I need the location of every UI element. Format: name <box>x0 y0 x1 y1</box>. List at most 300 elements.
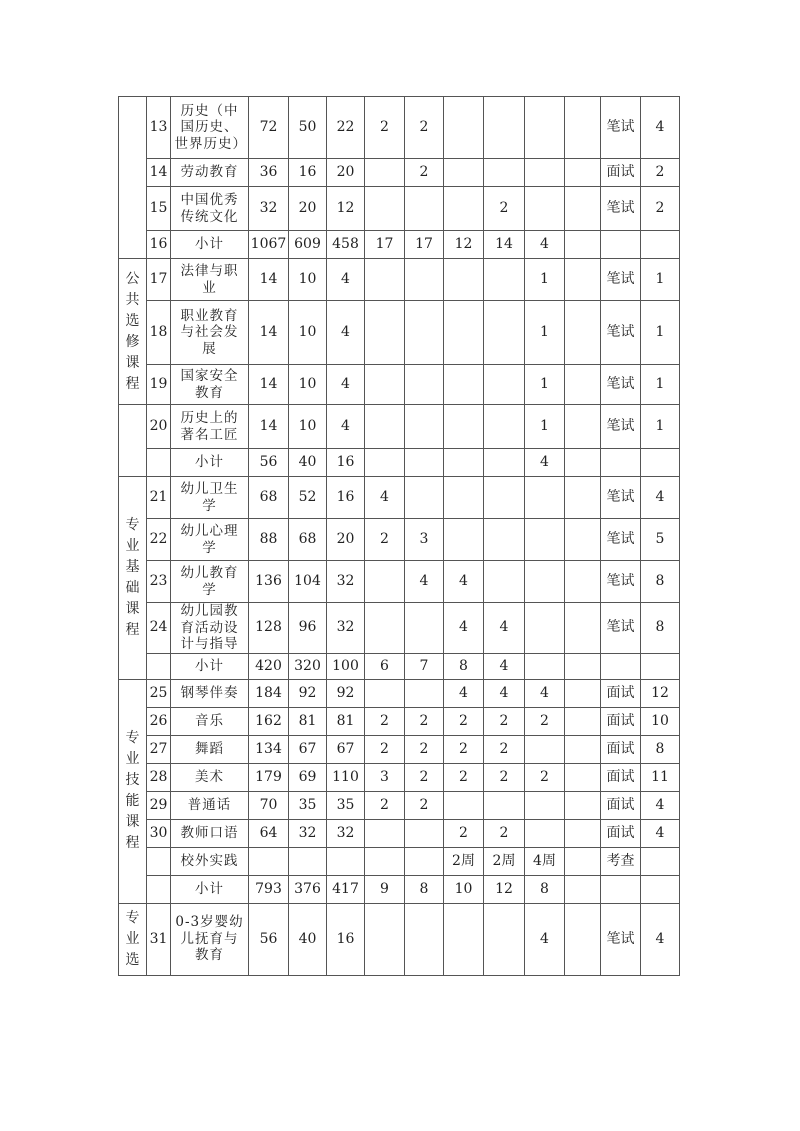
cell-total: 179 <box>249 763 289 791</box>
cell-s2: 2 <box>405 159 444 187</box>
cell-s3 <box>444 365 484 405</box>
table-row <box>119 653 680 679</box>
cell-s6 <box>565 791 601 819</box>
cell-s1: 17 <box>365 231 405 259</box>
cell-exam: 面试 <box>601 735 641 763</box>
cell-s2 <box>405 847 444 875</box>
cell-s3 <box>444 405 484 449</box>
cell-s4: 4 <box>484 653 525 679</box>
cell-theory: 69 <box>289 763 327 791</box>
cell-exam: 笔试 <box>601 561 641 603</box>
cell-s3 <box>444 903 484 975</box>
cell-practice: 417 <box>327 875 365 903</box>
cell-s5: 1 <box>525 365 565 405</box>
cell-s5: 4 <box>525 679 565 707</box>
cell-s3 <box>444 519 484 561</box>
cell-s3 <box>444 159 484 187</box>
cell-s3: 2周 <box>444 847 484 875</box>
cell-practice: 12 <box>327 187 365 231</box>
cell-theory: 16 <box>289 159 327 187</box>
cell-s1 <box>365 903 405 975</box>
cell-s5 <box>525 187 565 231</box>
cell-theory: 10 <box>289 259 327 301</box>
cell-s1 <box>365 259 405 301</box>
cell-s6 <box>565 875 601 903</box>
course-number: 21 <box>147 477 171 519</box>
cell-practice: 4 <box>327 365 365 405</box>
cell-s3: 4 <box>444 561 484 603</box>
course-name-cell <box>171 653 249 679</box>
cell-credit: 8 <box>641 561 680 603</box>
table-row <box>119 159 680 187</box>
cell-credit <box>641 875 680 903</box>
cell-credit: 2 <box>641 187 680 231</box>
cell-exam: 面试 <box>601 763 641 791</box>
cell-s5: 2 <box>525 707 565 735</box>
cell-theory: 40 <box>289 449 327 477</box>
cell-s4: 2 <box>484 763 525 791</box>
cell-s1: 2 <box>365 707 405 735</box>
cell-exam: 笔试 <box>601 477 641 519</box>
cell-s5 <box>525 561 565 603</box>
cell-practice: 32 <box>327 819 365 847</box>
course-name-cell <box>171 903 249 975</box>
cell-total: 68 <box>249 477 289 519</box>
course-name: 美术 <box>195 768 224 785</box>
cell-s2 <box>405 187 444 231</box>
cell-credit: 2 <box>641 159 680 187</box>
cell-s2: 3 <box>405 519 444 561</box>
course-name-cell <box>171 875 249 903</box>
cell-s1 <box>365 561 405 603</box>
course-name-cell <box>171 477 249 519</box>
cell-theory: 52 <box>289 477 327 519</box>
cell-credit: 8 <box>641 735 680 763</box>
cell-s4: 2 <box>484 735 525 763</box>
cell-s2 <box>405 477 444 519</box>
cell-s5 <box>525 653 565 679</box>
cell-s5: 1 <box>525 259 565 301</box>
cell-s2 <box>405 259 444 301</box>
cell-theory <box>289 847 327 875</box>
cell-practice: 110 <box>327 763 365 791</box>
course-number: 16 <box>147 231 171 259</box>
cell-credit: 1 <box>641 259 680 301</box>
cell-theory: 67 <box>289 735 327 763</box>
course-name-cell <box>171 791 249 819</box>
cell-credit: 4 <box>641 903 680 975</box>
course-number: 31 <box>147 903 171 975</box>
cell-practice: 4 <box>327 301 365 365</box>
cell-s5: 1 <box>525 405 565 449</box>
cell-theory: 10 <box>289 365 327 405</box>
cell-s2: 4 <box>405 561 444 603</box>
cell-practice: 22 <box>327 97 365 159</box>
course-name-cell <box>171 847 249 875</box>
course-number: 24 <box>147 603 171 654</box>
course-name-cell <box>171 679 249 707</box>
table-row <box>119 819 680 847</box>
course-name-cell <box>171 159 249 187</box>
cell-s1: 4 <box>365 477 405 519</box>
table-row <box>119 259 680 301</box>
cell-s3: 2 <box>444 735 484 763</box>
course-name: 历史（中国历史、世界历史） <box>174 102 247 152</box>
table-row <box>119 679 680 707</box>
cell-s1: 6 <box>365 653 405 679</box>
course-name-cell <box>171 561 249 603</box>
cell-theory: 609 <box>289 231 327 259</box>
cell-credit: 1 <box>641 301 680 365</box>
cell-exam: 面试 <box>601 819 641 847</box>
cell-s5 <box>525 791 565 819</box>
cell-total: 56 <box>249 903 289 975</box>
category-label: 专业技能课程 <box>125 730 140 851</box>
cell-s3 <box>444 259 484 301</box>
cell-total: 1067 <box>249 231 289 259</box>
cell-s1: 2 <box>365 519 405 561</box>
cell-theory: 96 <box>289 603 327 654</box>
cell-s4 <box>484 97 525 159</box>
course-number: 27 <box>147 735 171 763</box>
course-name: 劳动教育 <box>180 164 239 181</box>
course-number: 18 <box>147 301 171 365</box>
cell-total: 56 <box>249 449 289 477</box>
cell-s3: 10 <box>444 875 484 903</box>
cell-practice: 20 <box>327 159 365 187</box>
cell-theory: 50 <box>289 97 327 159</box>
course-name: 校外实践 <box>180 852 239 869</box>
cell-s6 <box>565 735 601 763</box>
cell-s6 <box>565 231 601 259</box>
cell-s4 <box>484 449 525 477</box>
cell-exam: 考查 <box>601 847 641 875</box>
course-name: 0-3岁婴幼儿抚育与教育 <box>175 914 244 964</box>
cell-exam: 笔试 <box>601 187 641 231</box>
cell-s2 <box>405 405 444 449</box>
cell-practice: 67 <box>327 735 365 763</box>
cell-s1: 3 <box>365 763 405 791</box>
cell-s4: 2周 <box>484 847 525 875</box>
category-label: 专业基础课程 <box>125 516 140 638</box>
cell-s6 <box>565 707 601 735</box>
category-cell <box>119 97 147 259</box>
cell-s4 <box>484 561 525 603</box>
cell-total: 14 <box>249 301 289 365</box>
table-row <box>119 519 680 561</box>
course-name: 幼儿卫生学 <box>180 481 239 514</box>
cell-practice <box>327 847 365 875</box>
cell-s5: 4周 <box>525 847 565 875</box>
category-label: 公共选修课程 <box>125 270 140 392</box>
cell-s5 <box>525 159 565 187</box>
cell-s2: 2 <box>405 97 444 159</box>
table-row <box>119 231 680 259</box>
cell-s4: 14 <box>484 231 525 259</box>
cell-total: 793 <box>249 875 289 903</box>
cell-s2 <box>405 365 444 405</box>
course-number: 20 <box>147 405 171 449</box>
course-number: 13 <box>147 97 171 159</box>
cell-s2 <box>405 301 444 365</box>
course-number <box>147 875 171 903</box>
cell-s2 <box>405 903 444 975</box>
cell-s6 <box>565 159 601 187</box>
cell-s2: 2 <box>405 763 444 791</box>
cell-practice: 458 <box>327 231 365 259</box>
cell-s2 <box>405 449 444 477</box>
cell-s1: 2 <box>365 791 405 819</box>
cell-total: 88 <box>249 519 289 561</box>
course-name: 幼儿心理学 <box>180 523 239 556</box>
category-label: 专业选 <box>125 909 140 968</box>
cell-practice: 4 <box>327 259 365 301</box>
cell-s1 <box>365 187 405 231</box>
cell-s6 <box>565 97 601 159</box>
cell-theory: 32 <box>289 819 327 847</box>
cell-s5 <box>525 735 565 763</box>
cell-s3: 12 <box>444 231 484 259</box>
cell-credit: 4 <box>641 97 680 159</box>
table-row <box>119 449 680 477</box>
cell-s1 <box>365 819 405 847</box>
cell-s4 <box>484 519 525 561</box>
cell-exam: 面试 <box>601 159 641 187</box>
cell-s4: 4 <box>484 679 525 707</box>
cell-exam: 笔试 <box>601 97 641 159</box>
cell-s6 <box>565 301 601 365</box>
curriculum-table <box>118 96 680 976</box>
cell-total <box>249 847 289 875</box>
category-cell <box>119 259 147 405</box>
course-name-cell <box>171 819 249 847</box>
cell-s6 <box>565 763 601 791</box>
cell-credit: 1 <box>641 405 680 449</box>
cell-theory: 40 <box>289 903 327 975</box>
cell-s4 <box>484 903 525 975</box>
cell-total: 14 <box>249 405 289 449</box>
cell-credit: 1 <box>641 365 680 405</box>
cell-s1: 2 <box>365 97 405 159</box>
course-name-cell <box>171 187 249 231</box>
table-row <box>119 735 680 763</box>
cell-s3: 2 <box>444 819 484 847</box>
cell-s5 <box>525 519 565 561</box>
cell-exam <box>601 231 641 259</box>
cell-credit: 4 <box>641 791 680 819</box>
course-name: 幼儿教育学 <box>180 565 239 598</box>
cell-theory: 10 <box>289 405 327 449</box>
course-number <box>147 653 171 679</box>
cell-s4 <box>484 365 525 405</box>
course-number: 28 <box>147 763 171 791</box>
cell-total: 32 <box>249 187 289 231</box>
course-name: 国家安全教育 <box>180 368 239 401</box>
cell-total: 128 <box>249 603 289 654</box>
cell-exam: 笔试 <box>601 519 641 561</box>
cell-exam <box>601 653 641 679</box>
cell-s3 <box>444 791 484 819</box>
cell-s4: 4 <box>484 603 525 654</box>
cell-theory: 81 <box>289 707 327 735</box>
cell-exam: 笔试 <box>601 603 641 654</box>
cell-s1: 9 <box>365 875 405 903</box>
cell-s3 <box>444 97 484 159</box>
cell-s4 <box>484 405 525 449</box>
course-name-cell <box>171 231 249 259</box>
cell-s3 <box>444 301 484 365</box>
course-name-cell <box>171 763 249 791</box>
table-row <box>119 405 680 449</box>
cell-practice: 32 <box>327 561 365 603</box>
cell-total: 162 <box>249 707 289 735</box>
cell-total: 420 <box>249 653 289 679</box>
cell-exam <box>601 875 641 903</box>
course-number: 14 <box>147 159 171 187</box>
course-number: 26 <box>147 707 171 735</box>
cell-practice: 16 <box>327 449 365 477</box>
cell-s1 <box>365 159 405 187</box>
cell-s4: 2 <box>484 819 525 847</box>
cell-s6 <box>565 477 601 519</box>
course-name: 小计 <box>195 236 224 253</box>
cell-s1 <box>365 679 405 707</box>
cell-s3 <box>444 477 484 519</box>
cell-s6 <box>565 561 601 603</box>
cell-s2: 7 <box>405 653 444 679</box>
table-row <box>119 187 680 231</box>
course-name: 教师口语 <box>180 824 239 841</box>
course-number: 15 <box>147 187 171 231</box>
cell-s2 <box>405 603 444 654</box>
cell-practice: 35 <box>327 791 365 819</box>
cell-s6 <box>565 365 601 405</box>
course-name-cell <box>171 365 249 405</box>
cell-theory: 104 <box>289 561 327 603</box>
course-number: 23 <box>147 561 171 603</box>
table-row <box>119 477 680 519</box>
cell-s6 <box>565 405 601 449</box>
cell-credit: 10 <box>641 707 680 735</box>
course-name: 钢琴伴奏 <box>180 684 239 701</box>
cell-s1 <box>365 301 405 365</box>
cell-s4 <box>484 259 525 301</box>
cell-s5: 4 <box>525 449 565 477</box>
cell-s3 <box>444 187 484 231</box>
course-name-cell <box>171 259 249 301</box>
cell-s4 <box>484 477 525 519</box>
course-name-cell <box>171 519 249 561</box>
cell-s1: 2 <box>365 735 405 763</box>
table-row <box>119 97 680 159</box>
course-name-cell <box>171 449 249 477</box>
cell-credit <box>641 847 680 875</box>
cell-s6 <box>565 653 601 679</box>
cell-s6 <box>565 603 601 654</box>
cell-s5: 4 <box>525 231 565 259</box>
cell-credit: 4 <box>641 819 680 847</box>
cell-total: 72 <box>249 97 289 159</box>
course-name: 幼儿园教育活动设计与指导 <box>180 603 239 652</box>
course-name: 小计 <box>195 454 224 471</box>
cell-exam: 笔试 <box>601 365 641 405</box>
course-number <box>147 449 171 477</box>
cell-theory: 320 <box>289 653 327 679</box>
cell-s5 <box>525 477 565 519</box>
course-name: 法律与职业 <box>180 263 239 296</box>
cell-s6 <box>565 187 601 231</box>
cell-total: 36 <box>249 159 289 187</box>
cell-s3: 4 <box>444 603 484 654</box>
cell-credit <box>641 231 680 259</box>
category-cell <box>119 477 147 680</box>
cell-exam: 笔试 <box>601 259 641 301</box>
cell-total: 14 <box>249 259 289 301</box>
cell-theory: 68 <box>289 519 327 561</box>
cell-credit: 5 <box>641 519 680 561</box>
cell-exam: 笔试 <box>601 405 641 449</box>
course-name: 舞蹈 <box>195 740 224 757</box>
cell-s6 <box>565 519 601 561</box>
cell-s3: 2 <box>444 763 484 791</box>
cell-s1 <box>365 603 405 654</box>
cell-exam: 面试 <box>601 707 641 735</box>
course-name: 音乐 <box>195 712 224 729</box>
course-number <box>147 847 171 875</box>
table-row <box>119 561 680 603</box>
cell-exam: 面试 <box>601 679 641 707</box>
course-name: 小计 <box>195 880 224 897</box>
cell-credit <box>641 653 680 679</box>
cell-total: 134 <box>249 735 289 763</box>
category-cell <box>119 903 147 975</box>
cell-total: 14 <box>249 365 289 405</box>
course-name-cell <box>171 603 249 654</box>
cell-s1 <box>365 405 405 449</box>
cell-s5 <box>525 819 565 847</box>
cell-s2: 2 <box>405 735 444 763</box>
cell-s4 <box>484 159 525 187</box>
course-name: 中国优秀传统文化 <box>180 192 239 225</box>
cell-theory: 10 <box>289 301 327 365</box>
cell-practice: 16 <box>327 477 365 519</box>
cell-total: 184 <box>249 679 289 707</box>
cell-s2 <box>405 679 444 707</box>
cell-s5: 8 <box>525 875 565 903</box>
cell-s6 <box>565 679 601 707</box>
cell-practice: 100 <box>327 653 365 679</box>
cell-credit <box>641 449 680 477</box>
cell-s3 <box>444 449 484 477</box>
cell-s6 <box>565 449 601 477</box>
course-name-cell <box>171 97 249 159</box>
cell-s5 <box>525 97 565 159</box>
cell-exam: 面试 <box>601 791 641 819</box>
course-number: 30 <box>147 819 171 847</box>
cell-s4: 2 <box>484 707 525 735</box>
cell-s4 <box>484 301 525 365</box>
cell-s3: 8 <box>444 653 484 679</box>
cell-theory: 20 <box>289 187 327 231</box>
course-name-cell <box>171 707 249 735</box>
course-number: 17 <box>147 259 171 301</box>
table-row <box>119 875 680 903</box>
cell-s2: 2 <box>405 791 444 819</box>
cell-practice: 81 <box>327 707 365 735</box>
cell-credit: 12 <box>641 679 680 707</box>
cell-s5: 4 <box>525 903 565 975</box>
cell-s6 <box>565 259 601 301</box>
